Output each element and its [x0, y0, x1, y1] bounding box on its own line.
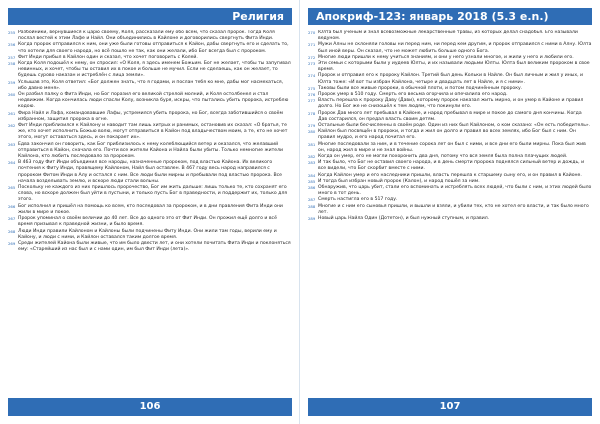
verse: [8, 42, 292, 54]
verse-number: 266: [8, 203, 16, 209]
verse-text: Поскольку не каждого из них пришлось пророчество, Бог им жить дальше: лишь только те, кто сохранят его слова, но вскоре должен был уйти в пустыни, и только пусть Бог в праведности, и поддержит их, только для этого.: [18, 185, 288, 203]
verse: [308, 30, 592, 42]
verse-text: Мужи Алны не склоняли головы ни перед ним, ни перед кем другим, и пророк отправился с ними в Алну. Юлта был иной веры. Он сказал, что не может любить больше одного Бога.: [318, 42, 592, 54]
verse-text: И тогда был избран новый пророк (Калон), и народ пошёл за ним.: [318, 178, 480, 184]
verse-number: 273: [308, 61, 316, 67]
verse-number: 280: [308, 129, 316, 135]
verse-text: Обнаружив, что царь убит, стали его вспоминать и истреблять всех людей, что были с ним, и этих людей было много в тот день.: [318, 185, 592, 197]
verse-number: 264: [8, 160, 16, 166]
verse-number: 270: [308, 30, 316, 35]
verse: [308, 160, 592, 172]
verse: [308, 73, 592, 85]
verse-number: 281: [308, 141, 316, 147]
verse-text: Таковы были все живые пророки, в обычной плоти, и потом подчинённым пророку.: [318, 85, 523, 91]
verse: [8, 111, 292, 123]
verse-text: Бог исполнил и пришёл на помощь ко всем, кто последовал за пророком, и в дни правления Фита Инди они жили в мире и покое.: [18, 203, 283, 215]
verse-text: Едва закончил он говорить, как Бог приблизилось к нему колеблющийся ветер и оказался, что желавший отправиться в Кайон, сначала его. Почти все жители Кайона и Найла были убиты. Только немногие жители Кайлона, кто любить последовало за пророком.: [18, 141, 284, 160]
verse: [8, 229, 292, 241]
verse-number: 257: [8, 54, 16, 60]
verse-number: 276: [308, 92, 316, 98]
left-page-body: [8, 30, 292, 390]
verse-text: И так было, что Бог не оставил своего народа, и в день смерти пророка поднялся сильный ветер и дождь, и все видели, что Бог скорбит вместе с ними.: [318, 160, 585, 172]
verse-text: Новый царь Найла Один (Дотетон), и был нужный ступным, и правил.: [318, 216, 490, 222]
verse: [8, 185, 292, 204]
verse-text: Многие и с ним его сыновья пришли, и вышли и взяли, и убили тех, кто не хотел его власти, и так было много лет.: [318, 203, 589, 215]
verse-number: 256: [8, 42, 16, 48]
verse-number: 286: [308, 185, 316, 191]
verse: [8, 30, 292, 42]
verse: [308, 61, 592, 73]
verse-text: Многие последовали за ним, и в течение сорока лет он был с ними, и все дни его были мирны. Пока был жив он, народ жил в мире и не знал войны.: [318, 141, 586, 153]
verse-text: Юлта был учёным и знал всевозможные лекарственные травы, из которых делал снадобья. Его называли ведуном.: [318, 30, 578, 42]
verse-text: Фит Инди прибыл в Кайлон один и сказал, что хочет поговорить с Колей.: [18, 54, 198, 60]
right-page-number: 107: [308, 398, 592, 416]
verse: [308, 216, 592, 222]
verse: [308, 111, 592, 123]
verse-number: 284: [308, 172, 316, 178]
verse: [8, 80, 292, 92]
verse: [8, 123, 292, 142]
verse-number: 261: [8, 110, 16, 116]
verse-text: Многие люди пришли к нему учиться знаниям, и они у него узнали многое, и жили у него и любили его.: [318, 54, 574, 60]
verse-number: 288: [308, 203, 316, 209]
verse-number: 262: [8, 123, 16, 129]
verse-text: Остальные были бесчисленны в своём роде. Один из них был Кайлоном, о ком сказано: «Он есть победитель».: [318, 123, 591, 129]
verse-text: Услышав это, Коля ответил: «Бог должен знать, что я годами, и послан тебя ко мне, дабы мог насмехаться, ибо давно меня».: [18, 79, 284, 91]
verse-text: Пророк умер в 510 году. Смерть его весьма огорчила и опечалила его народ.: [318, 92, 508, 98]
verse-text: Когда он умер, его не могли похоронить два дня, потому что вся земля была полна плачущих людей.: [318, 154, 568, 160]
right-page: [300, 0, 600, 424]
verse-text: Он разбил палку о Фита Инди, но Бог поразил его великой стрелой молний, и Коля остолбенел и стал недвижим. Когда кончилась люди спасли Колу, возникла буря, искры, что пытались убить пророка, истреблю кодою.: [18, 92, 289, 110]
verse-text: В 463 году Фит Инди объединил все народы, назначенные пророком, под властью Кайона. Их великого почтения к Фиту Инди, правящему Кайлоном, Найл был оставлен. В 467 году весь народ направился с пророком Фитом Инди в Алу и остался с ним. Все люди были мирны и пребывали под властью пророка. Все начала возделывать землю, и вскоре люди стали вольны.: [18, 160, 282, 184]
verse: [8, 142, 292, 161]
verse: [8, 241, 292, 253]
verse: [8, 204, 292, 216]
verse-number: 267: [8, 216, 16, 222]
verse-number: 274: [308, 73, 316, 79]
verse-text: Эти семьи с которыми были у иудеев Юлты, и их называли людьми Юлты. Юлта был великим пророком в свое время.: [318, 61, 590, 73]
left-page-header: Религия: [8, 8, 292, 25]
verse: [8, 61, 292, 80]
verse-text: Когда Кайлон умер и его наследники пришли, власть перешла к старшему сыну его, и он правил в Кайоне.: [318, 172, 582, 178]
verse-text: Фира Найл и Лафа, командовавшие Лафы, устремился убить пророка, но Бог, всегда заботившийся о своём избранном, защитил пророка в огне.: [18, 110, 283, 122]
verse-text: Когда пророк отправился к ним, они уже были готовы отправиться к Кайон, дабы свергнуть его и сделать то, что хотели для своего народа, но всё пошло не так, как они желали, ибо Бог всегда был с пророком.: [18, 42, 289, 54]
verse-number: 277: [308, 98, 316, 104]
verse-text: Фит Инди приблизился к Кайлону и наводит там лишь хитрых и ранимых, остановив их сказал: «О братья, те же, кто хочет исполнить Божью волю, могут отправиться в Кайон под владычеством моим, а те, кто не хочет этого, могут оставаться здесь, и он покарает их».: [18, 123, 288, 141]
verse-number: 258: [8, 61, 16, 67]
verse-number: 289: [308, 216, 316, 222]
verse-text: Когда Коля подошёл к нему, он спросил: «О Коля, я здесь именем Божьим. Бог не желает, чтобы ты запугивал невинных, и хочет, чтобы ты оставил их в покое и больше не мучил. Если не сделаешь, как он желает, то будешь сурово наказан и истреблён с лица земли».: [18, 61, 291, 79]
verse-number: 282: [308, 154, 316, 160]
right-page-header: Апокриф-123: январь 2018 (5.3 e.n.): [308, 8, 592, 25]
verse-text: Пророк упоминал о своём величии до 40 лет. Все до одного это от Фит Инди. Он прожил ещё долго и всё время призывал к праведной жизни, и было время.: [18, 216, 277, 228]
left-page-number: 106: [8, 398, 292, 416]
verse: [308, 204, 592, 216]
verse-text: Власть перешла к пророку Даву (Дави), которому пророк наказал жить мирно, и он умер в Кайоне и правил долго. Но Бог же не снизошёл к тем людям, что покинули его.: [318, 98, 584, 110]
verse-number: 263: [8, 141, 16, 147]
verse: [308, 98, 592, 110]
verse-text: Смерть настигла его в 517 году.: [318, 197, 398, 203]
verse-number: 287: [308, 197, 316, 203]
verse-number: 278: [308, 110, 316, 116]
right-page-body: [308, 30, 592, 390]
verse: [8, 160, 292, 185]
verse-number: 285: [308, 178, 316, 184]
verse: [308, 142, 592, 154]
verse-number: 283: [308, 160, 316, 166]
verse-text: Пророк и отправил его к пророку Кайлон. Третий был день Кольки в Найле. Он был личным и жил у иных, и Юлта тоже: «И вот ты избран Кайлона, четыре и двадцать лет в Найле, и я с ними».: [318, 73, 584, 85]
verse: [308, 129, 592, 141]
verse-number: 268: [8, 228, 16, 234]
verse-text: Разбойники, вернувшиеся к царю своему, Коля, рассказали ему обо всём, что сказал пророк. Тогда Коля послал вестей к этим Лафе и Найл. Они объединились в Кайлоне и договорились свергнуть Фита Инди.: [18, 30, 275, 42]
verse: [308, 42, 592, 54]
verse-number: 271: [308, 42, 316, 48]
verse-text: Люди Инди правили Кайлоном и Кайлоны были подчинены Фиту Инди. Они жили там годы, верили ему и Кайону, и люди с ними, и Кайлон оставался таким долгое время.: [18, 228, 277, 240]
verse-text: Среди жителей Кайона были живые, что им было двести лет, и они хотели почитать Фита Инди и поклоняться ему: «Старейший из нас был и с нами один, им был Фит Инди (лета)».: [18, 240, 291, 253]
verse-number: 259: [8, 79, 16, 85]
verse-text: Пророк Дав много лет пребывал в Кайоне, и народ пребывал в мире и покое до самого дня кончины. Когда Дав состарился, он предал власть своим детям.: [318, 110, 582, 122]
verse: [8, 216, 292, 228]
verse: [308, 185, 592, 197]
verse-number: 279: [308, 123, 316, 129]
verse: [8, 92, 292, 111]
verse-number: 255: [8, 30, 16, 35]
verse-number: 269: [8, 240, 16, 246]
verse-number: 272: [308, 54, 316, 60]
verse-number: 275: [308, 85, 316, 91]
verse-text: Кайлон был посвящён в пророки, и тогда и жил он долго и правил во всех землях, ибо Бог был с ним. Он правил мудро, и его народ почитал его.: [318, 129, 576, 141]
verse-number: 260: [8, 92, 16, 98]
verse-number: 265: [8, 185, 16, 191]
